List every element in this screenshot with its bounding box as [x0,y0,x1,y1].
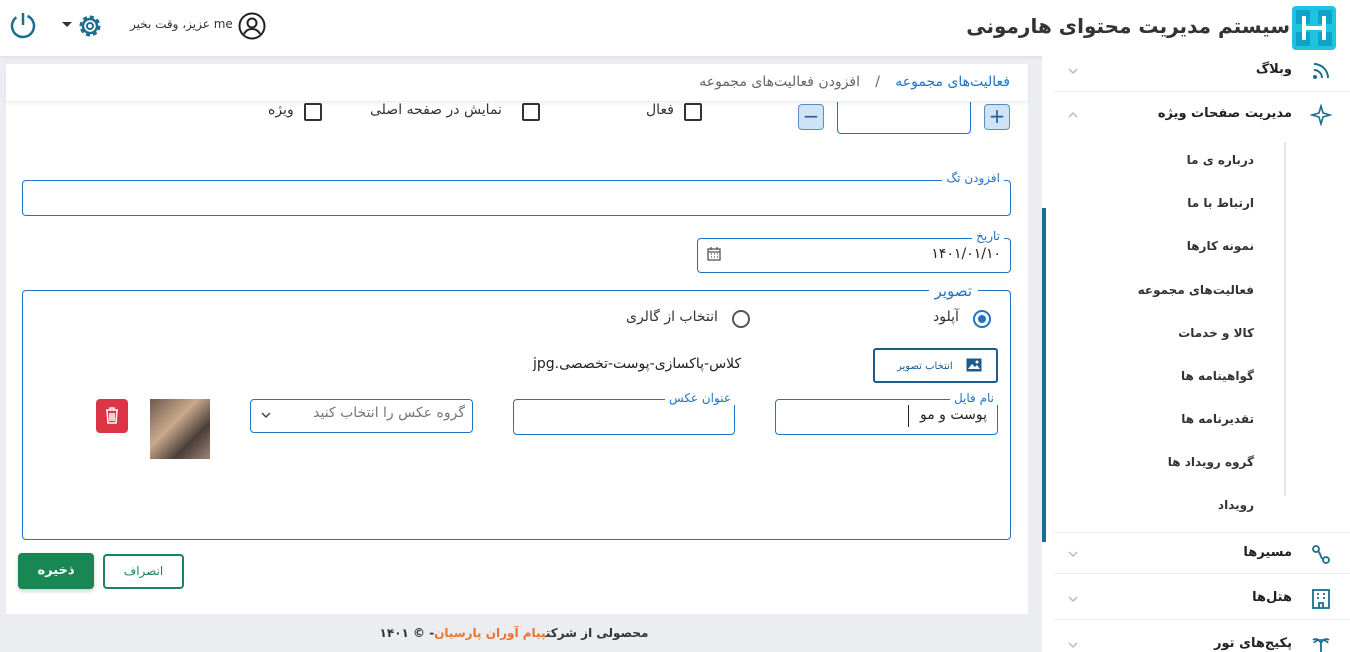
delete-image-button[interactable] [96,399,128,433]
chevron-down-icon [1068,66,1078,76]
selected-file-name: کلاس-پاکسازی-پوست-تخصصی.jpg [533,356,742,372]
special-label: ویژه [268,102,294,118]
submenu-item-certificates[interactable]: گواهینامه ها [1181,369,1254,383]
chevron-down-icon[interactable] [62,22,72,27]
hotel-icon [1310,588,1332,610]
image-thumbnail [150,399,210,459]
harmony-logo [1292,6,1336,50]
submenu-item-activities[interactable]: فعالیت‌های مجموعه [1137,283,1254,297]
route-icon [1310,543,1332,565]
decrement-button[interactable]: − [798,104,824,130]
show-home-checkbox[interactable] [522,103,540,121]
submenu-item-event-groups[interactable]: گروه رویداد ها [1167,455,1254,469]
submenu-item-appreciations[interactable]: تقدیرنامه ها [1181,412,1254,426]
upload-radio[interactable] [973,310,991,328]
active-label: فعال [646,102,674,118]
image-group-placeholder: گروه عکس را انتخاب کنید [313,405,465,421]
trash-icon [105,407,119,424]
sidebar-item-hotels[interactable] [1054,578,1350,620]
submenu-item-products[interactable]: کالا و خدمات [1178,326,1254,340]
submenu-item-events[interactable]: رویداد [1217,498,1254,512]
calendar-icon[interactable] [707,247,721,261]
footer [0,626,1028,640]
submenu-item-contact[interactable]: ارتباط با ما [1187,196,1254,210]
sidebar-scroll-indicator[interactable] [1042,208,1046,542]
select-image-label: انتخاب تصویر [897,361,953,372]
palm-tree-icon [1310,634,1332,652]
power-icon[interactable] [8,10,38,40]
chevron-down-icon [1068,549,1078,559]
image-icon [966,358,982,372]
sidebar-item-blog[interactable] [1054,50,1350,92]
chevron-down-icon [1068,594,1078,604]
breadcrumb-current: افزودن فعالیت‌های مجموعه [699,74,860,90]
breadcrumb-separator: / [875,74,880,90]
footer-prefix: محصولی از شرکت [545,626,649,640]
footer-company-link[interactable]: پیام آوران پارسیان [434,626,546,640]
image-title-label: عنوان عکس [665,391,735,405]
tag-input[interactable] [22,180,1011,216]
sidebar-item-special-pages[interactable] [1054,94,1350,136]
cancel-button[interactable]: انصراف [103,554,184,589]
special-checkbox[interactable] [304,103,322,121]
chevron-down-icon [261,411,271,419]
gallery-label: انتخاب از گالری [626,309,718,325]
increment-button[interactable]: + [984,104,1010,130]
save-button[interactable]: ذخیره [18,553,94,589]
chevron-down-icon [1068,640,1078,650]
chevron-up-icon [1068,110,1078,120]
date-value: ۱۴۰۱/۰۱/۱۰ [931,246,1001,262]
footer-suffix: - © ۱۴۰۱ [379,626,435,640]
gallery-radio[interactable] [732,310,750,328]
sidebar-item-tour-packages[interactable] [1054,624,1350,652]
select-image-button[interactable] [873,348,998,383]
active-checkbox[interactable] [684,103,702,121]
sidebar-item-label: وبلاگ [1255,62,1292,77]
rss-icon [1310,60,1332,82]
date-label: تاریخ [972,229,1004,243]
submenu-item-portfolio[interactable]: نمونه کارها [1186,239,1254,253]
sidebar-item-label: مدیریت صفحات ویژه [1157,106,1292,121]
submenu-line [1284,142,1286,496]
image-legend: تصویر [929,282,978,300]
upload-label: آپلود [933,309,959,325]
tag-label: افزودن تگ [942,171,1004,185]
text-cursor [908,405,909,427]
submenu-item-about[interactable]: درباره ی ما [1186,153,1254,167]
gear-icon[interactable] [74,10,106,42]
user-avatar-icon[interactable] [238,12,266,40]
app-title: سیستم مدیریت محتوای هارمونی [966,14,1290,38]
show-home-label: نمایش در صفحه اصلی [370,102,502,118]
sparkle-icon [1310,104,1332,126]
sidebar-item-label: پکیج‌های تور [1214,636,1292,651]
file-name-label: نام فایل [950,391,998,405]
sidebar-item-routes[interactable] [1054,532,1350,574]
sidebar-item-label: مسیرها [1243,545,1292,560]
sidebar-item-label: هتل‌ها [1252,590,1292,605]
greeting-text: me عزیز، وقت بخیر [130,17,233,31]
breadcrumb-parent-link[interactable]: فعالیت‌های مجموعه [895,74,1010,90]
file-name-value: پوست و مو [920,407,987,423]
